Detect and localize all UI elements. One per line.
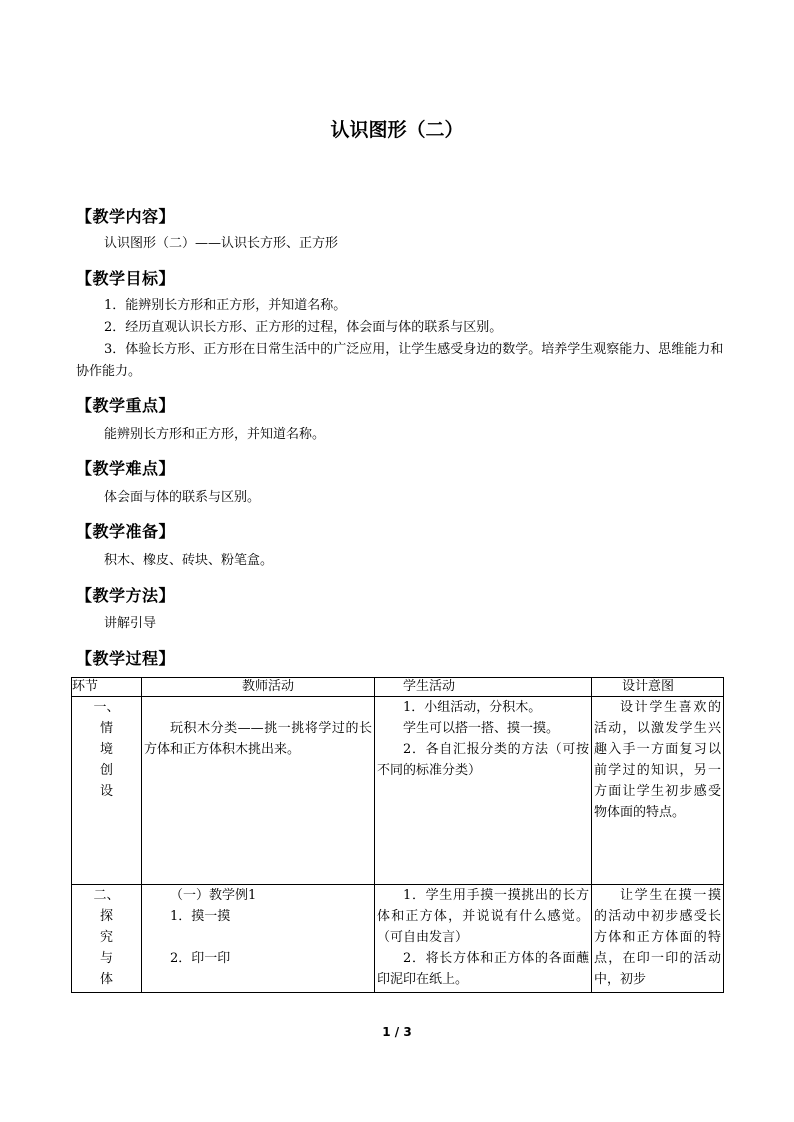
heading-methods: 【教学方法】 [76,586,176,605]
methods-text: 讲解引导 [104,616,157,631]
goal-item-2: 2．经历直观认识长方形、正方形的过程，体会面与体的联系与区别。 [104,320,503,335]
table-row [72,697,724,885]
goal-item-1: 1．能辨别长方形和正方形，并知道名称。 [104,298,347,313]
stage-cell: 一、 情 境 创 设 [72,697,142,885]
stage-cell: 二、 探 究 与 体 [72,885,142,993]
key-points-text: 能辨别长方形和正方形，并知道名称。 [104,427,326,442]
design-cell: 让学生在摸一摸的活动中初步感受长方体和正方体面的特点，在印一印的活动中，初步 [592,885,724,993]
student-cell: 1．小组活动，分积木。 学生可以搭一搭、摸一摸。 2．各自汇报分类的方法（可按不同的标准分类） [375,697,592,885]
heading-difficulties: 【教学难点】 [76,459,176,478]
goal-item-3: 3．体验长方形、正方形在日常生活中的广泛应用，让学生感受身边的数学。培养学生观察能力、思维能力和协作能力。 [76,342,724,379]
page-number: 1 / 3 [382,1025,412,1039]
header-stage: 环节 [72,678,142,697]
process-table [71,677,724,993]
heading-goals: 【教学目标】 [76,269,176,288]
table-row [72,885,724,993]
design-cell: 设计学生喜欢的活动，以激发学生兴趣入手一方面复习以前学过的知识，另一方面让学生初步感受物体面的特点。 [592,697,724,885]
heading-content: 【教学内容】 [76,207,176,226]
difficulties-text: 体会面与体的联系与区别。 [104,490,261,505]
student-cell: 1．学生用手摸一摸挑出的长方体和正方体，并说说有什么感觉。（可自由发言） 2．将长方体和正方体的各面蘸印泥印在纸上。 [375,885,592,993]
header-design: 设计意图 [592,678,724,697]
content-text: 认识图形（二）——认识长方形、正方形 [104,236,339,251]
heading-key-points: 【教学重点】 [76,396,176,415]
header-student: 学生活动 [375,678,592,697]
heading-process: 【教学过程】 [76,649,176,668]
teacher-cell: 玩积木分类——挑一挑将学过的长方体和正方体积木挑出来。 [142,697,375,885]
table-header-row [72,678,724,697]
page-title: 认识图形（二） [330,119,464,141]
preparation-text: 积木、橡皮、砖块、粉笔盒。 [104,553,274,568]
teacher-cell: （一）教学例1 1．摸一摸 2．印一印 [142,885,375,993]
goals-list [76,295,724,383]
header-teacher: 教师活动 [142,678,375,697]
heading-preparation: 【教学准备】 [76,522,176,541]
